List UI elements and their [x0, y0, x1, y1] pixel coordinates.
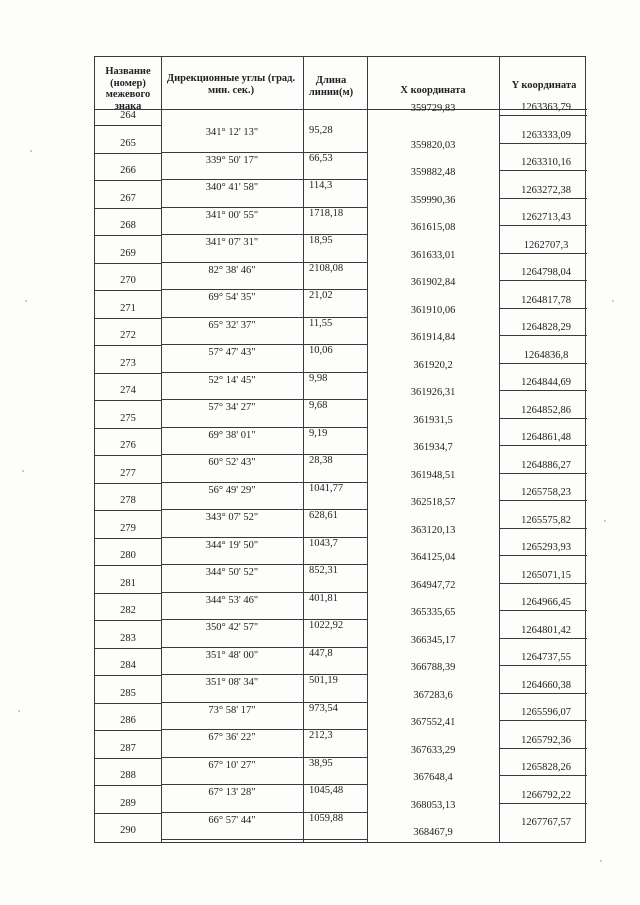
mark-row-divider [95, 730, 161, 731]
segment-row-divider [161, 729, 367, 730]
line-length: 1059,88 [309, 812, 344, 824]
mark-number: 283 [120, 632, 136, 644]
y-coordinate: 1265596,07 [521, 707, 571, 718]
line-length: 973,54 [309, 702, 338, 714]
direction-angle: 57° 34' 27" [208, 402, 256, 413]
x-coordinate: 366345,17 [410, 634, 456, 646]
direction-angle: 344° 19' 50" [205, 539, 259, 551]
x-coordinate: 359729,83 [410, 103, 456, 114]
mark-row-divider [95, 565, 161, 566]
y-coordinate: 1264836,8 [523, 349, 569, 361]
direction-angle: 66° 57' 44" [208, 814, 256, 826]
mark-number: 275 [120, 412, 136, 424]
x-coordinate: 361934,7 [413, 442, 453, 453]
mark-row-divider [95, 428, 161, 429]
coord-row-divider [499, 280, 587, 281]
mark-number: 269 [120, 247, 136, 259]
mark-number: 289 [120, 797, 136, 809]
y-coordinate: 1265071,15 [521, 569, 571, 581]
header-y: Y координата [511, 80, 577, 91]
coord-row-divider [499, 390, 587, 391]
y-coordinate: 1265758,23 [521, 487, 571, 498]
y-coordinate: 1265792,36 [521, 734, 571, 746]
mark-row-divider [95, 290, 161, 291]
mark-row-divider [95, 620, 161, 621]
line-length: 1718,18 [309, 207, 344, 219]
header-name: Название (номер) межевого знака [105, 66, 151, 112]
line-length: 18,95 [309, 235, 333, 246]
mark-row-divider [95, 455, 161, 456]
scan-speck [22, 470, 24, 472]
y-coordinate: 1265828,26 [521, 762, 571, 773]
y-coordinate: 1264844,69 [521, 377, 571, 388]
line-length: 10,06 [309, 345, 333, 356]
segment-row-divider [161, 234, 367, 235]
coord-row-divider [499, 583, 587, 584]
direction-angle: 350° 42' 57" [205, 622, 259, 633]
coord-row-divider [499, 143, 587, 144]
direction-angle: 344° 50' 52" [205, 567, 259, 578]
scan-speck [600, 860, 602, 862]
mark-row-divider [95, 648, 161, 649]
x-coordinate: 365335,65 [410, 607, 456, 618]
direction-angle: 52° 14' 45" [208, 374, 256, 386]
line-length: 1041,77 [309, 482, 344, 494]
mark-number: 286 [120, 715, 136, 726]
y-coordinate: 1262707,3 [523, 239, 569, 251]
mark-number: 288 [120, 770, 136, 781]
mark-number: 271 [120, 302, 136, 314]
x-coordinate: 361926,31 [410, 387, 456, 398]
direction-angle: 67° 36' 22" [208, 732, 256, 743]
x-coordinate: 364947,72 [410, 579, 456, 591]
mark-row-divider [95, 180, 161, 181]
segment-row-divider [161, 179, 367, 180]
y-coordinate: 1264798,04 [521, 267, 571, 278]
mark-number: 266 [120, 165, 136, 176]
coord-row-divider [499, 748, 587, 749]
mark-row-divider [95, 125, 161, 126]
coord-row-divider [499, 225, 587, 226]
y-coordinate: 1264861,48 [521, 432, 571, 443]
x-coordinate: 361910,06 [410, 304, 456, 316]
line-length: 1022,92 [309, 620, 344, 631]
direction-angle: 69° 38' 01" [208, 429, 256, 441]
line-length: 114,3 [309, 180, 333, 191]
coord-row-divider [499, 253, 587, 254]
x-coordinate: 363120,13 [410, 524, 456, 536]
x-coordinate: 359820,03 [410, 139, 456, 151]
coord-row-divider [499, 720, 587, 721]
segment-row-divider [161, 152, 367, 153]
mark-row-divider [95, 373, 161, 374]
direction-angle: 73° 58' 17" [208, 704, 256, 716]
direction-angle: 341° 07' 31" [205, 237, 259, 248]
mark-number: 272 [120, 330, 136, 341]
line-length: 38,95 [309, 757, 333, 769]
mark-row-divider [95, 208, 161, 209]
coord-row-divider [499, 638, 587, 639]
mark-row-divider [95, 593, 161, 594]
line-length: 28,38 [309, 455, 333, 466]
line-length: 95,28 [309, 125, 333, 136]
x-coordinate: 366788,39 [410, 662, 456, 673]
line-length: 1045,48 [309, 785, 344, 796]
coord-row-divider [499, 775, 587, 776]
mark-number: 281 [120, 577, 136, 589]
coord-row-divider [499, 418, 587, 419]
y-coordinate: 1263363,79 [521, 102, 571, 113]
direction-angle: 341° 12' 13" [205, 127, 259, 138]
x-coordinate: 359990,36 [410, 194, 456, 206]
mark-row-divider [95, 703, 161, 704]
coord-row-divider [499, 308, 587, 309]
segment-row-divider [161, 372, 367, 373]
segment-row-divider [161, 839, 367, 840]
segment-row-divider [161, 647, 367, 648]
coord-row-divider [499, 335, 587, 336]
y-coordinate: 1263310,16 [521, 157, 571, 168]
coord-row-divider [499, 115, 587, 116]
segment-row-divider [161, 757, 367, 758]
y-coordinate: 1264886,27 [521, 459, 571, 471]
line-length: 401,81 [309, 592, 338, 604]
line-length: 11,55 [309, 317, 333, 329]
mark-number: 274 [120, 385, 136, 396]
scan-speck [18, 710, 20, 712]
mark-row-divider [95, 785, 161, 786]
direction-angle: 351° 08' 34" [205, 677, 259, 688]
y-coordinate: 1265575,82 [521, 514, 571, 526]
y-coordinate: 1262713,43 [521, 212, 571, 223]
mark-row-divider [95, 510, 161, 511]
x-coordinate: 368467,9 [413, 827, 453, 838]
x-coordinate: 361914,84 [410, 332, 456, 343]
mark-number: 268 [120, 220, 136, 231]
x-coordinate: 361931,5 [413, 414, 453, 426]
mark-number: 278 [120, 495, 136, 506]
mark-row-divider [95, 400, 161, 401]
line-length: 212,3 [309, 730, 333, 741]
column-divider [303, 57, 304, 842]
coord-row-divider [499, 198, 587, 199]
line-length: 628,61 [309, 510, 338, 521]
segment-row-divider [161, 289, 367, 290]
direction-angle: 344° 53' 46" [205, 594, 259, 606]
y-coordinate: 1267767,57 [521, 817, 571, 828]
header-length: Длина линии(м) [308, 75, 354, 98]
x-coordinate: 367552,41 [410, 717, 456, 728]
direction-angle: 65° 32' 37" [208, 319, 256, 331]
x-coordinate: 361920,2 [413, 359, 453, 371]
mark-number: 279 [120, 522, 136, 534]
column-divider [499, 57, 500, 842]
x-coordinate: 364125,04 [410, 552, 456, 563]
line-length: 1043,7 [309, 537, 338, 549]
line-length: 21,02 [309, 290, 333, 301]
header-angle: Дирекционные углы (град. мин. сек.) [166, 73, 296, 96]
direction-angle: 351° 48' 00" [205, 649, 259, 661]
x-coordinate: 368053,13 [410, 799, 456, 811]
mark-row-divider [95, 758, 161, 759]
line-length: 9,68 [309, 400, 328, 411]
line-length: 9,98 [309, 372, 328, 384]
mark-number: 284 [120, 660, 136, 671]
mark-number: 267 [120, 192, 136, 204]
coord-row-divider [499, 500, 587, 501]
y-coordinate: 1264737,55 [521, 652, 571, 663]
direction-angle: 56° 49' 29" [208, 484, 256, 496]
y-coordinate: 1264801,42 [521, 624, 571, 636]
scan-speck [30, 150, 32, 152]
coord-row-divider [499, 610, 587, 611]
segment-row-divider [161, 399, 367, 400]
coord-row-divider [499, 445, 587, 446]
coord-row-divider [499, 555, 587, 556]
coord-row-divider [499, 665, 587, 666]
y-coordinate: 1263333,09 [521, 129, 571, 141]
coord-row-divider [499, 693, 587, 694]
y-coordinate: 1264828,29 [521, 322, 571, 333]
mark-number: 276 [120, 440, 136, 451]
mark-number: 282 [120, 605, 136, 616]
boundary-marks-table [94, 56, 586, 843]
y-coordinate: 1264817,78 [521, 294, 571, 306]
direction-angle: 343° 07' 52" [205, 512, 259, 523]
x-coordinate: 367633,29 [410, 744, 456, 756]
mark-number: 264 [120, 110, 136, 121]
x-coordinate: 367648,4 [413, 772, 453, 783]
scan-speck [604, 520, 606, 522]
line-length: 2108,08 [309, 262, 344, 274]
coord-row-divider [499, 363, 587, 364]
direction-angle: 67° 10' 27" [208, 759, 256, 771]
mark-row-divider [95, 153, 161, 154]
mark-row-divider [95, 318, 161, 319]
mark-number: 285 [120, 687, 136, 699]
mark-number: 287 [120, 742, 136, 754]
mark-row-divider [95, 345, 161, 346]
line-length: 501,19 [309, 675, 338, 686]
mark-number: 265 [120, 137, 136, 149]
x-coordinate: 361615,08 [410, 222, 456, 233]
mark-number: 280 [120, 550, 136, 561]
mark-number: 270 [120, 275, 136, 286]
x-coordinate: 367283,6 [413, 689, 453, 701]
line-length: 447,8 [309, 647, 333, 659]
direction-angle: 60° 52' 43" [208, 457, 256, 468]
scan-speck [25, 300, 27, 302]
coord-row-divider [499, 170, 587, 171]
mark-row-divider [95, 675, 161, 676]
direction-angle: 340° 41' 58" [205, 182, 259, 193]
mark-number: 290 [120, 825, 136, 836]
coord-row-divider [499, 803, 587, 804]
column-divider [161, 57, 162, 842]
header-x: X координата [400, 85, 466, 96]
direction-angle: 339° 50' 17" [205, 154, 259, 166]
mark-row-divider [95, 263, 161, 264]
mark-number: 273 [120, 357, 136, 369]
x-coordinate: 362518,57 [410, 497, 456, 508]
x-coordinate: 361902,84 [410, 277, 456, 288]
mark-row-divider [95, 813, 161, 814]
segment-row-divider [161, 427, 367, 428]
x-coordinate: 361948,51 [410, 469, 456, 481]
coord-row-divider [499, 528, 587, 529]
segment-row-divider [161, 454, 367, 455]
mark-row-divider [95, 235, 161, 236]
y-coordinate: 1264660,38 [521, 679, 571, 691]
y-coordinate: 1266792,22 [521, 789, 571, 801]
y-coordinate: 1264966,45 [521, 597, 571, 608]
direction-angle: 67° 13' 28" [208, 787, 256, 798]
mark-row-divider [95, 538, 161, 539]
direction-angle: 341° 00' 55" [205, 209, 259, 221]
mark-row-divider [95, 483, 161, 484]
direction-angle: 82° 38' 46" [208, 264, 256, 276]
y-coordinate: 1264852,86 [521, 404, 571, 416]
line-length: 852,31 [309, 565, 338, 576]
line-length: 9,19 [309, 427, 328, 439]
coord-row-divider [499, 473, 587, 474]
direction-angle: 57° 47' 43" [208, 347, 256, 358]
segment-row-divider [161, 344, 367, 345]
scan-speck [612, 300, 614, 302]
y-coordinate: 1263272,38 [521, 184, 571, 196]
x-coordinate: 361633,01 [410, 249, 456, 261]
segment-row-divider [161, 317, 367, 318]
y-coordinate: 1265293,93 [521, 542, 571, 553]
line-length: 66,53 [309, 152, 333, 164]
x-coordinate: 359882,48 [410, 167, 456, 178]
direction-angle: 69° 54' 35" [208, 292, 256, 303]
mark-number: 277 [120, 467, 136, 479]
